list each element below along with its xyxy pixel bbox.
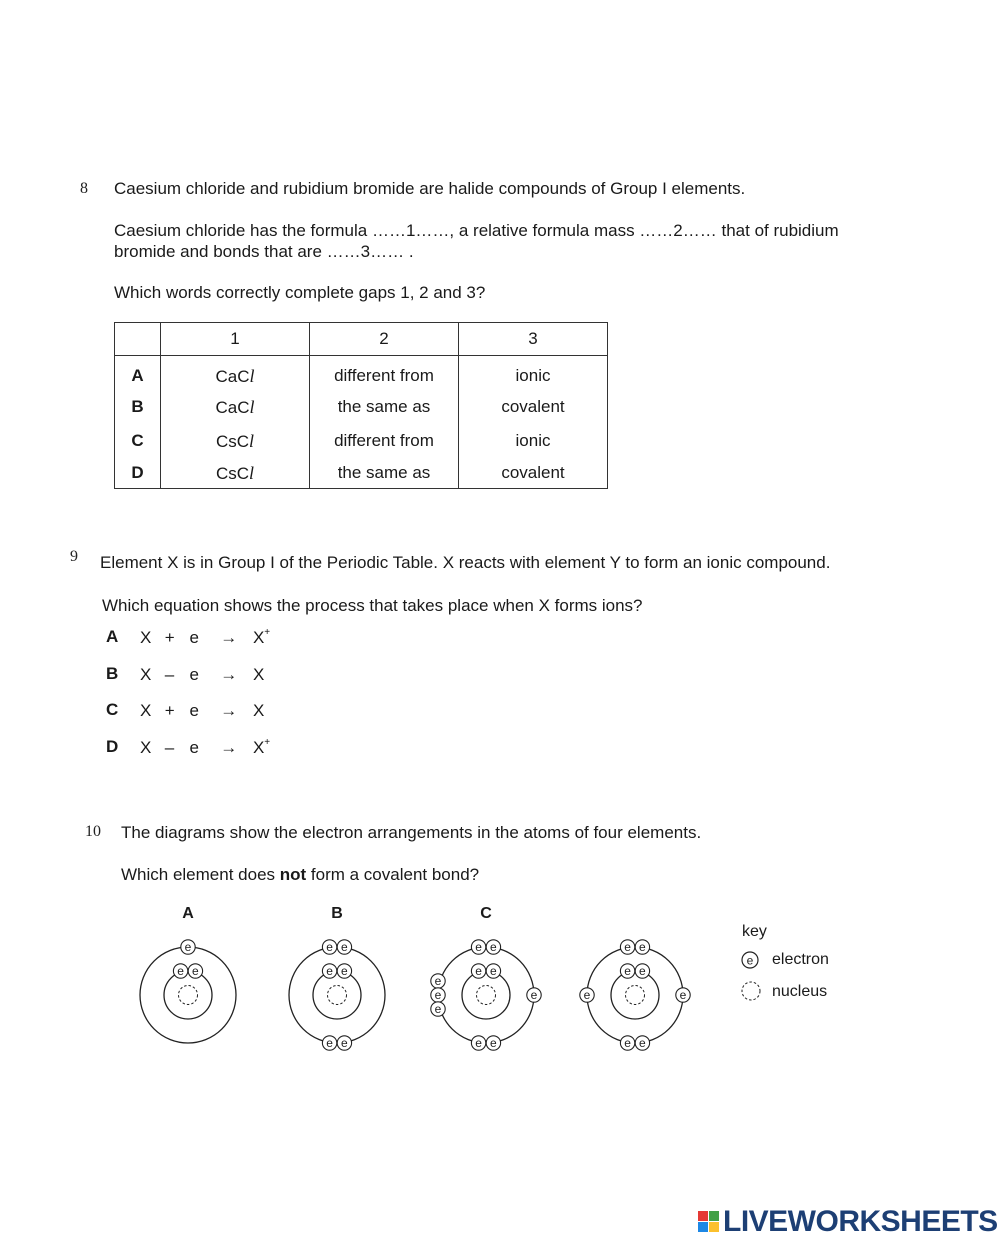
electron-symbol: e <box>624 964 631 979</box>
mass-cell: different from <box>310 356 459 391</box>
mass-cell: the same as <box>310 458 459 489</box>
question-10-intro: The diagrams show the electron arrangements in the atoms of four elements. <box>121 823 702 842</box>
diagram-label: C <box>480 905 492 922</box>
key-electron-symbol: e <box>746 953 754 968</box>
question-9-number: 9 <box>70 548 78 565</box>
electron-icon <box>322 964 336 978</box>
brand-logo-icon <box>698 1211 720 1233</box>
inner-shell <box>164 971 212 1019</box>
table-row[interactable] <box>115 390 608 424</box>
question-8-stem-line2: bromide and bonds that are ……3…… . <box>114 242 414 261</box>
electron-symbol: e <box>475 964 482 979</box>
product-x: X <box>252 628 265 647</box>
formula-text: CaC <box>215 397 250 417</box>
electron-symbol: e <box>490 964 497 979</box>
question-8-prompt: Which words correctly complete gaps 1, 2 and 3? <box>114 283 486 302</box>
option-letter: C <box>106 700 119 719</box>
equation <box>140 627 270 648</box>
electron-icon <box>620 1036 634 1050</box>
bond-cell: ionic <box>459 356 608 391</box>
electron-symbol: e <box>624 940 631 955</box>
electron-symbol: e <box>434 1002 442 1017</box>
charge: + <box>264 737 271 748</box>
formula-italic-l: l <box>249 365 255 386</box>
electron-symbol: e <box>530 988 538 1003</box>
logo-tile <box>709 1222 719 1232</box>
brand-name: LIVEWORKSHEETS <box>723 1205 998 1238</box>
electron-symbol: e <box>341 964 348 979</box>
electron-symbol: e <box>490 940 497 955</box>
table-header-cell <box>115 323 161 356</box>
key-nucleus-label: nucleus <box>772 983 828 1000</box>
electron-symbol: e <box>189 738 199 757</box>
reactant-x: X <box>140 628 152 647</box>
logo-tile <box>698 1222 708 1232</box>
electron-symbol: e <box>639 1036 646 1051</box>
question-9-intro: Element X is in Group I of the Periodic Table. X reacts with element Y to form an ionic compound. <box>100 553 831 572</box>
electron-icon <box>635 964 649 978</box>
logo-tile <box>709 1211 719 1221</box>
formula-cell <box>161 458 310 489</box>
electron-symbol: e <box>434 974 442 989</box>
electron-symbol: e <box>192 964 199 979</box>
operator: – <box>164 738 175 757</box>
table-row[interactable] <box>115 424 608 458</box>
electron-icon <box>173 964 187 978</box>
atom-diagram[interactable] <box>140 905 236 1043</box>
formula-text: CaC <box>215 366 250 386</box>
option-letter: A <box>115 356 161 391</box>
question-9-prompt: Which equation shows the process that takes place when X forms ions? <box>102 596 643 615</box>
inner-shell <box>313 971 361 1019</box>
electron-icon <box>486 940 500 954</box>
operator: – <box>164 665 175 684</box>
atom-diagram[interactable] <box>431 905 541 1050</box>
electron-symbol: e <box>177 964 184 979</box>
mass-cell: different from <box>310 424 459 458</box>
bond-cell: covalent <box>459 390 608 424</box>
electron-icon <box>471 1036 485 1050</box>
formula-text: CsC <box>215 463 250 483</box>
option-letter: C <box>115 424 161 458</box>
electron-icon <box>337 964 351 978</box>
electron-symbol: e <box>475 1036 482 1051</box>
nucleus-icon <box>328 986 347 1005</box>
product-x: X <box>252 665 265 684</box>
arrow: → <box>220 665 238 684</box>
option-letter: A <box>106 627 119 646</box>
table-row[interactable] <box>115 356 608 391</box>
answer-table-header <box>115 323 608 356</box>
outer-shell <box>140 947 236 1043</box>
option-letter: D <box>106 737 119 756</box>
formula-cell <box>161 356 310 391</box>
electron-diagrams <box>0 890 1000 1070</box>
electron-icon <box>527 988 541 1002</box>
question-8-intro: Caesium chloride and rubidium bromide are halide compounds of Group I elements. <box>114 179 746 198</box>
option-letter: B <box>106 664 119 683</box>
key-title: key <box>742 923 767 940</box>
electron-symbol: e <box>434 988 442 1003</box>
formula-italic-l: l <box>249 396 255 417</box>
brand-logo <box>698 1205 998 1239</box>
formula-cell <box>161 424 310 458</box>
diagram-label: B <box>331 905 343 922</box>
key-electron-icon <box>742 952 758 968</box>
electron-icon <box>181 940 195 954</box>
reactant-x: X <box>140 738 152 757</box>
electron-icon <box>431 988 445 1002</box>
table-row[interactable] <box>115 458 608 489</box>
electron-icon <box>580 988 594 1002</box>
option-letter: D <box>115 458 161 489</box>
product-x: X <box>252 701 265 720</box>
electron-symbol: e <box>639 940 646 955</box>
nucleus-icon <box>626 986 645 1005</box>
electron-symbol: e <box>490 1036 497 1051</box>
charge: + <box>264 627 271 638</box>
option-letter: B <box>115 390 161 424</box>
electron-icon <box>322 940 336 954</box>
question-10-number: 10 <box>85 823 101 840</box>
electron-symbol: e <box>475 940 482 955</box>
electron-symbol: e <box>679 988 687 1003</box>
arrow: → <box>220 738 238 757</box>
electron-icon <box>486 964 500 978</box>
prompt-text: Which element does <box>121 865 280 884</box>
nucleus-icon <box>477 986 496 1005</box>
table-header-cell: 3 <box>459 323 608 356</box>
electron-symbol: e <box>184 940 192 955</box>
mass-cell: the same as <box>310 390 459 424</box>
logo-tile <box>698 1211 708 1221</box>
electron-icon <box>620 940 634 954</box>
electron-symbol: e <box>639 964 646 979</box>
table-header-cell: 2 <box>310 323 459 356</box>
answer-table <box>114 322 608 489</box>
atom-diagram[interactable] <box>580 940 690 1050</box>
operator: + <box>164 701 175 720</box>
electron-icon <box>676 988 690 1002</box>
inner-shell <box>462 971 510 1019</box>
bond-cell: covalent <box>459 458 608 489</box>
electron-icon <box>620 964 634 978</box>
electron-icon <box>337 1036 351 1050</box>
reactant-x: X <box>140 701 152 720</box>
electron-symbol: e <box>341 940 348 955</box>
product-x: X <box>252 738 265 757</box>
electron-symbol: e <box>189 665 199 684</box>
key-nucleus-icon <box>742 982 760 1000</box>
electron-icon <box>635 1036 649 1050</box>
electron-icon <box>471 940 485 954</box>
arrow: → <box>220 701 238 720</box>
equation <box>140 664 264 685</box>
inner-shell <box>611 971 659 1019</box>
diagram-key <box>742 923 829 1000</box>
formula-cell <box>161 390 310 424</box>
operator: + <box>164 628 175 647</box>
electron-symbol: e <box>624 1036 631 1051</box>
question-10-prompt <box>121 864 479 885</box>
arrow: → <box>220 628 238 647</box>
outer-shell <box>587 947 683 1043</box>
electron-icon <box>188 964 202 978</box>
question-8-stem-line1: Caesium chloride has the formula ……1……, a relative formula mass ……2…… that of rubidium <box>114 221 839 240</box>
outer-shell <box>289 947 385 1043</box>
bond-cell: ionic <box>459 424 608 458</box>
atom-diagram[interactable] <box>289 905 385 1050</box>
prompt-text: form a covalent bond? <box>306 865 480 884</box>
electron-symbol: e <box>341 1036 348 1051</box>
electron-icon <box>322 1036 336 1050</box>
electron-symbol: e <box>583 988 591 1003</box>
reactant-x: X <box>140 665 152 684</box>
formula-text: CsC <box>215 431 250 451</box>
nucleus-icon <box>179 986 198 1005</box>
electron-icon <box>431 974 445 988</box>
electron-symbol: e <box>189 628 199 647</box>
outer-shell <box>438 947 534 1043</box>
electron-icon <box>337 940 351 954</box>
electron-symbol: e <box>326 940 333 955</box>
diagram-label: A <box>182 905 194 922</box>
table-header-cell: 1 <box>161 323 310 356</box>
equation <box>140 737 270 758</box>
formula-italic-l: l <box>249 462 255 483</box>
electron-symbol: e <box>326 1036 333 1051</box>
electron-symbol: e <box>189 701 199 720</box>
formula-italic-l: l <box>249 430 255 451</box>
electron-icon <box>471 964 485 978</box>
electron-icon <box>486 1036 500 1050</box>
equation <box>140 700 264 721</box>
electron-symbol: e <box>326 964 333 979</box>
question-8-number: 8 <box>80 180 88 197</box>
electron-icon <box>635 940 649 954</box>
prompt-emphasis: not <box>279 865 307 884</box>
electron-icon <box>431 1002 445 1016</box>
key-electron-label: electron <box>772 951 829 968</box>
